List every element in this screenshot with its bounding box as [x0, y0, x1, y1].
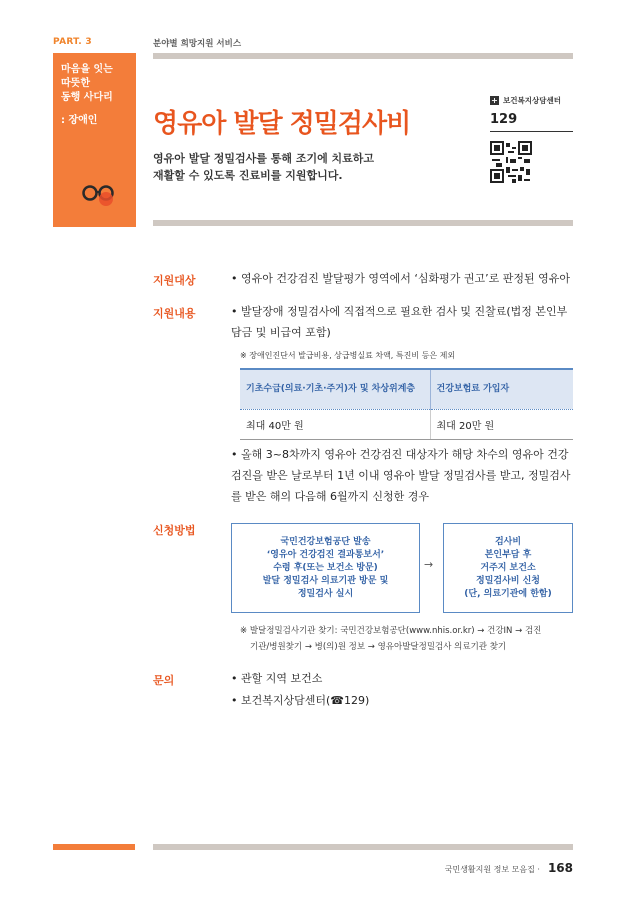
bottom-accent-bar [53, 844, 135, 850]
footer-text: 국민생활지원 정보 모음집 · [444, 865, 540, 874]
arrow-right-icon: → [424, 558, 434, 571]
content-bullet-2: • 올해 3~8차까지 영유아 건강검진 대상자가 해당 차수의 영유아 건강검진을 받은 날로부터 1년 이내 영유아 발달 정밀검사를 받고, 정밀검사를 받은 해의 다음해 6월까지 신청한 경우 [231, 448, 571, 503]
content-bullet-1: • 발달장애 정밀검사에 직접적으로 필요한 검사 및 진찰료(법정 본인부담금 및 비급여 포함) [231, 305, 568, 339]
sidebar-line-3: 동행 사다리 [61, 92, 113, 103]
sidebar-line-1: 마음을 잇는 [61, 64, 113, 75]
apply-note-1: ※ 발달정밀검사기관 찾기: 국민건강보험공단(www.nhis.or.kr) → 건강IN → 검진 [240, 626, 542, 636]
content-label: 지원내용 [153, 307, 196, 320]
table-cell: 최대 20만 원 [430, 409, 573, 439]
part-label: PART. 3 [53, 37, 92, 47]
page-description [153, 150, 473, 184]
contact-box [490, 95, 573, 132]
bottom-divider-bar [153, 844, 573, 850]
section-label: 분야별 희망지원 서비스 [153, 39, 242, 49]
apply-step-1-box: 국민건강보험공단 발송 ‘영유아 건강검진 결과통보서’ 수령 후(또는 보건소 방문) 발달 정밀검사 의료기관 방문 및 정밀검사 실시 [231, 523, 420, 613]
contact-label: 보건복지상담센터 [503, 96, 561, 105]
sidebar-line-2: 따뜻한 [61, 78, 90, 89]
table-header-cell: 건강보험료 가입자 [430, 369, 573, 409]
target-label: 지원대상 [153, 274, 196, 287]
target-text: • 영유아 건강검진 발달평가 영역에서 ‘심화평가 권고’로 판정된 영유아 [231, 272, 570, 285]
page-title: 영유아 발달 정밀검사비 [153, 109, 411, 139]
description-line-2: 재활할 수 있도록 진료비를 지원합니다. [153, 169, 343, 182]
table-header-cell: 기초수급(의료·기초·주거)자 및 차상위계층 [240, 369, 430, 409]
plus-icon: + [491, 96, 498, 105]
page-footer [445, 861, 573, 875]
description-line-1: 영유아 발달 정밀검사를 통해 조기에 치료하고 [153, 152, 375, 165]
qr-code-icon [490, 141, 532, 183]
apply-step-2-box: 검사비 본인부담 후 거주지 보건소 정밀검사비 신청 (단, 의료기관에 한함) [443, 523, 573, 613]
top-divider-bar [153, 53, 573, 59]
table-cell: 최대 40만 원 [240, 409, 430, 439]
inquiry-label: 문의 [153, 674, 175, 687]
inquiry-item-1: • 관할 지역 보건소 [231, 672, 323, 685]
inquiry-item-2: • 보건복지상담센터(☎129) [231, 694, 370, 707]
mid-divider-bar [153, 220, 573, 226]
page-number: 168 [547, 861, 573, 875]
table-row [240, 409, 573, 439]
sidebar-subtitle: : 장애인 [61, 115, 98, 126]
apply-note-2: 기관/병원찾기 → 병(의)원 정보 → 영유아발달정밀검사 의료기관 찾기 [250, 642, 507, 652]
apply-label: 신청방법 [153, 524, 196, 537]
contact-number: 129 [490, 112, 518, 127]
contact-head [490, 95, 573, 106]
table-header-row [240, 369, 573, 409]
glasses-icon [79, 181, 119, 211]
contact-divider [490, 131, 573, 132]
sidebar-panel [53, 53, 136, 227]
content-note: ※ 장애인진단서 발급비용, 상급병실료 차액, 특진비 등은 제외 [240, 351, 456, 360]
support-amount-table [240, 368, 573, 440]
